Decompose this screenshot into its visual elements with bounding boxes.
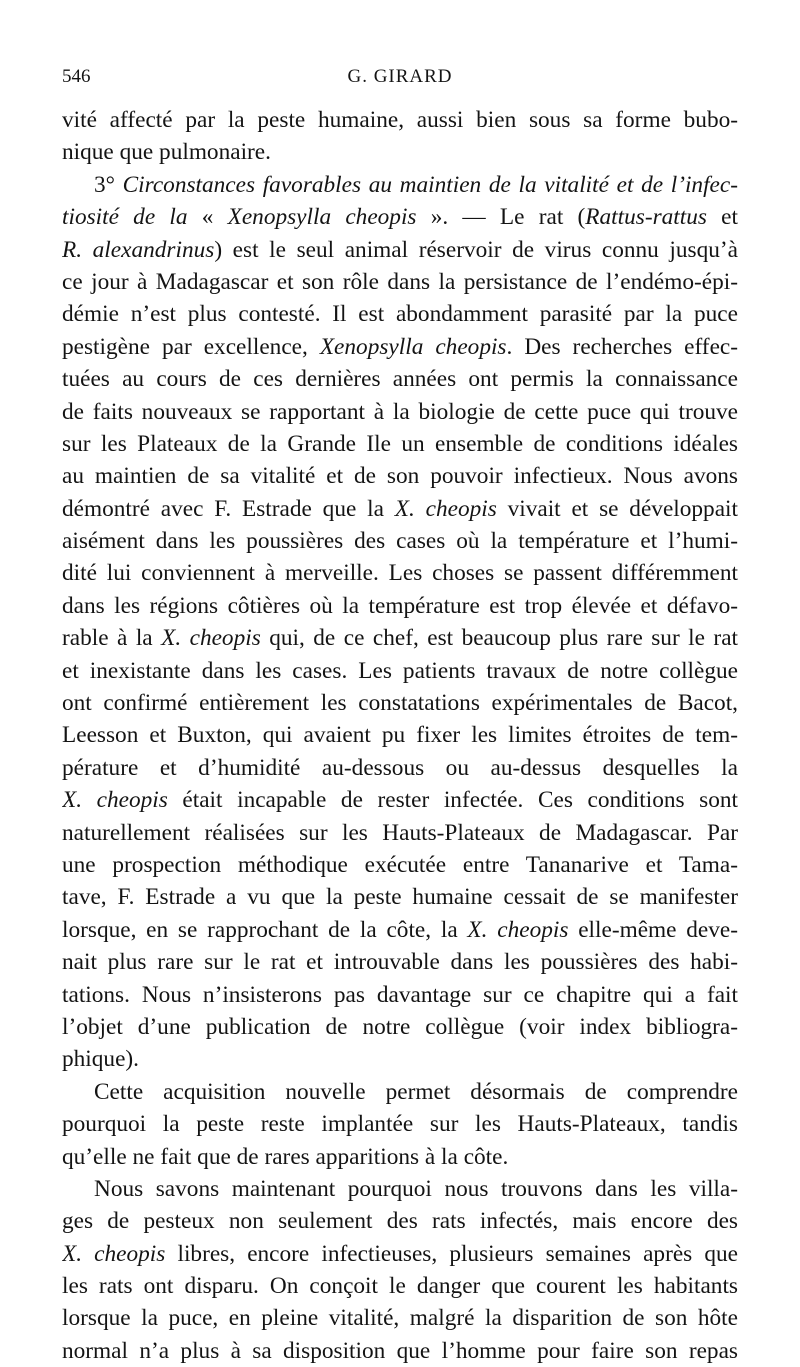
text-line: ce jour à Madagascar et son rôle dans la persistance de l’endémo-épi- bbox=[62, 268, 738, 295]
text-line: pestigène par excellence, Xenopsylla cheopis. Des recherches effec- bbox=[62, 333, 738, 360]
text-line: vité affecté par la peste humaine, aussi bien sous sa forme bubo- bbox=[62, 107, 738, 133]
text-line: tiosité de la « Xenopsylla cheopis ». — Le rat (Rattus-rattus et bbox=[62, 204, 738, 231]
text-line: lorsque la puce, en pleine vitalité, malgré la disparition de son hôte bbox=[62, 1305, 738, 1332]
text-line: lorsque, en se rapprochant de la côte, la X. cheopis elle-même deve- bbox=[62, 916, 738, 943]
text-line: dans les régions côtières où la température est trop élevée et défavo- bbox=[62, 592, 738, 619]
page-header bbox=[62, 60, 738, 92]
text-line: R. alexandrinus) est le seul animal réservoir de virus connu jusqu’à bbox=[62, 236, 738, 263]
text-line: Cette acquisition nouvelle permet désormais de comprendre bbox=[94, 1078, 738, 1105]
text-line: nique que pulmonaire. bbox=[62, 139, 271, 166]
text-line: qu’elle ne fait que de rares apparitions à la côte. bbox=[62, 1143, 509, 1170]
text-line: pérature et d’humidité au-dessous ou au-dessus desquelles la bbox=[62, 754, 738, 781]
text-line: tave, F. Estrade a vu que la peste humaine cessait de se manifester bbox=[62, 884, 738, 911]
text-line: de faits nouveaux se rapportant à la biologie de cette puce qui trouve bbox=[62, 398, 738, 425]
text-line: au maintien de sa vitalité et de son pouvoir infectieux. Nous avons bbox=[62, 463, 738, 490]
text-line: 3° Circonstances favorables au maintien de la vitalité et de l’infec- bbox=[94, 171, 738, 198]
text-line: nait plus rare sur le rat et introuvable dans les poussières des habi- bbox=[62, 949, 738, 976]
text-line: tations. Nous n’insisterons pas davantage sur ce chapitre qui a fait bbox=[62, 981, 738, 1008]
text-line: démontré avec F. Estrade que la X. cheopis vivait et se développait bbox=[62, 495, 738, 522]
text-line: une prospection méthodique exécutée entre Tananarive et Tama- bbox=[62, 851, 738, 878]
running-head: G. GIRARD bbox=[347, 66, 453, 87]
text-line: aisément dans les poussières des cases où la température et l’humi- bbox=[62, 528, 738, 555]
text-line: normal n’a plus à sa disposition que l’homme pour faire son repas bbox=[62, 1337, 738, 1364]
text-line: X. cheopis libres, encore infectieuses, plusieurs semaines après que bbox=[62, 1240, 738, 1267]
text-line: rable à la X. cheopis qui, de ce chef, est beaucoup plus rare sur le rat bbox=[62, 625, 738, 652]
text-line: l’objet d’une publication de notre collègue (voir index bibliogra- bbox=[62, 1013, 738, 1040]
text-line: dité lui conviennent à merveille. Les choses se passent différemment bbox=[62, 560, 738, 587]
text-line: tuées au cours de ces dernières années ont permis la connaissance bbox=[62, 366, 738, 393]
page-number: 546 bbox=[62, 66, 91, 87]
text-line: ges de pesteux non seulement des rats infectés, mais encore des bbox=[62, 1208, 738, 1235]
text-line: démie n’est plus contesté. Il est abondamment parasité par la puce bbox=[62, 301, 738, 328]
text-line: et inexistante dans les cases. Les patients travaux de notre collègue bbox=[62, 657, 738, 684]
text-line: les rats ont disparu. On conçoit le danger que courent les habitants bbox=[62, 1273, 738, 1300]
text-line: naturellement réalisées sur les Hauts-Plateaux de Madagascar. Par bbox=[62, 819, 738, 846]
text-line: Leesson et Buxton, qui avaient pu fixer les limites étroites de tem- bbox=[62, 722, 738, 749]
text-line: X. cheopis était incapable de rester infectée. Ces conditions sont bbox=[62, 787, 738, 814]
text-line: ont confirmé entièrement les constatations expérimentales de Bacot, bbox=[62, 690, 738, 717]
text-line: sur les Plateaux de la Grande Ile un ensemble de conditions idéales bbox=[62, 430, 738, 457]
text-line: Nous savons maintenant pourquoi nous trouvons dans les villa- bbox=[94, 1175, 738, 1202]
text-line: phique). bbox=[62, 1046, 139, 1073]
body-text bbox=[62, 104, 738, 1367]
text-line: pourquoi la peste reste implantée sur les Hauts-Plateaux, tandis bbox=[62, 1111, 738, 1138]
